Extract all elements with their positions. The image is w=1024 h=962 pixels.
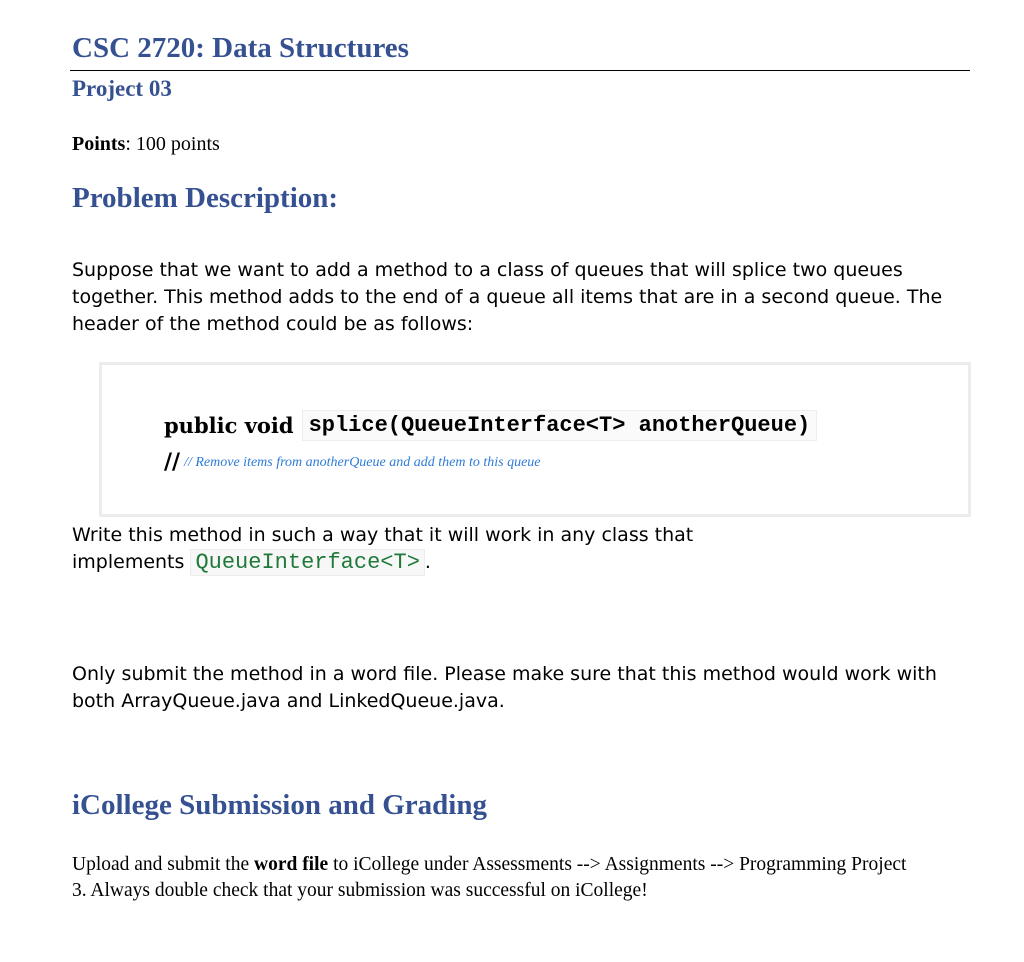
paragraph2-suffix: .: [424, 551, 431, 573]
comment-slashes: //: [164, 450, 181, 475]
problem-paragraph-2: [72, 522, 732, 576]
method-comment: // Remove items from anotherQueue and add them to this queue: [184, 454, 541, 470]
project-subtitle: Project 03: [72, 76, 172, 101]
method-signature: [164, 410, 817, 441]
submission-text-suffix: to iCollege under Assessments --> Assignments --> Programming Project 3. Always double check that your submission was successful on iCollege!: [72, 854, 907, 901]
signature-keywords: public void: [164, 413, 294, 438]
problem-description-heading: Problem Description:: [72, 182, 339, 214]
title-divider: [70, 70, 970, 71]
problem-paragraph-3: Only submit the method in a word file. Please make sure that this method would work with both ArrayQueue.java and LinkedQueue.java.: [72, 663, 937, 712]
document-title: CSC 2720: Data Structures: [72, 32, 409, 64]
points-separator: :: [125, 133, 136, 155]
submission-heading: iCollege Submission and Grading: [72, 789, 487, 821]
submission-text: [72, 852, 922, 904]
problem-paragraph-1: Suppose that we want to add a method to a class of queues that will splice two queues together. This method adds to the end of a queue all items that are in a second queue. The header of the method could be as follows:: [72, 259, 943, 335]
points-line: [72, 133, 220, 156]
points-label: Points: [72, 133, 126, 155]
signature-code: splice(QueueInterface<T> anotherQueue): [302, 410, 818, 441]
paragraph2-text: Write this method in such a way that it will work in any class that implements: [72, 524, 694, 573]
method-comment-line: [164, 450, 541, 475]
points-value: 100 points: [135, 133, 220, 155]
submission-text-prefix: Upload and submit the: [72, 854, 254, 875]
queue-interface-code: QueueInterface<T>: [190, 549, 424, 576]
submission-text-bold: word file: [253, 854, 329, 875]
